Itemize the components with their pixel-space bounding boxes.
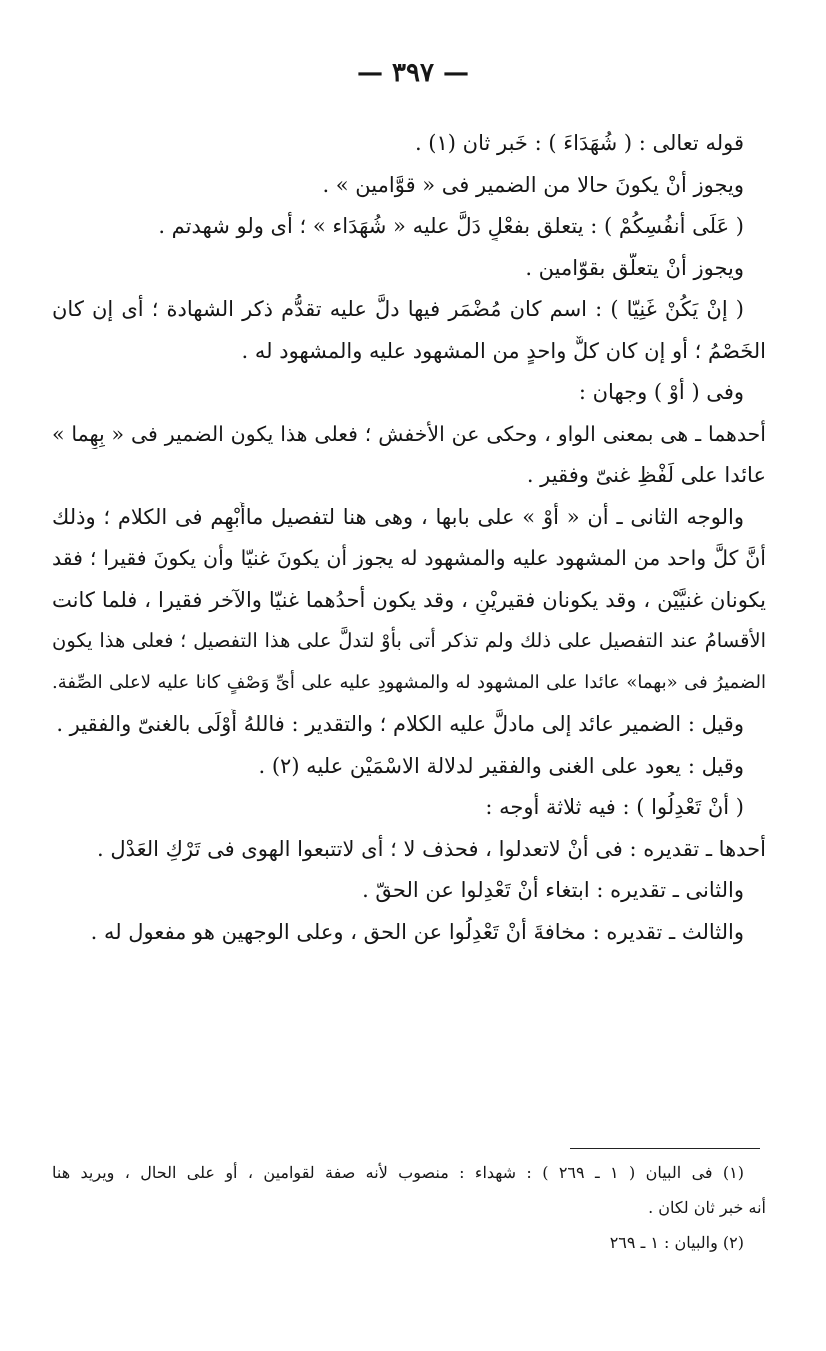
- text-line: وفى ( أوْ ) وجهان :: [578, 380, 744, 404]
- text-line: عائدا على لَفْظِ غنىّ وفقير .: [526, 463, 766, 487]
- footnote-divider: [570, 1148, 760, 1149]
- text-line: أنَّ كلَّ واحد من المشهود عليه والمشهود له يجوز أن يكونَ غنيّا وأن يكونَ فقيرا ؛ فقد: [52, 546, 766, 570]
- text-line: ( عَلَى أنفُسِكُمْ ) : يتعلق بفعْلٍ دَلَّ عليه « شُهَدَاء » ؛ أى ولو شهدتم .: [158, 214, 744, 238]
- text-line: ويجوز أنْ يتعلّق بقوّامين .: [525, 255, 744, 280]
- footnote-line: أنه خبر ثان لكان .: [648, 1198, 766, 1217]
- text-line: ( أنْ تَعْدِلُوا ) : فيه ثلاثة أوجه :: [485, 795, 744, 819]
- footnote-line: (٢) والبيان : ١ ـ ٢٦٩: [609, 1233, 744, 1252]
- text-line: ويجوز أنْ يكونَ حالا من الضمير فى « قوَّامين » .: [322, 172, 744, 197]
- text-line: وقيل : الضمير عائد إلى مادلَّ عليه الكلام ؛ والتقدير : فاللهُ أَوْلَى بالغنىّ والفقير .: [56, 712, 744, 736]
- footnotes: [52, 1160, 766, 1265]
- text-line: قوله تعالى : ( شُهَدَاءَ ) : خَبر ثان (١) .: [414, 131, 744, 155]
- text-line: الأقسامُ عند التفصيل على ذلك ولم تذكر أتى بأوْ لتدلَّ على هذا التفصيل ؛ فعلى هذا يكون: [52, 629, 766, 652]
- text-line: وقيل : يعود على الغنى والفقير لدلالة الاسْمَيْن عليه (٢) .: [258, 753, 744, 778]
- text-line: الضميرُ فى «بهما» عائدا على المشهود له والمشهودِ عليه على أىِّ وَصْفٍ كانا عليه لاعلى الصِّفة.: [52, 671, 766, 693]
- text-line: ( إنْ يَكُنْ غَنِيّا ) : اسم كان مُضْمَر فيها دلَّ عليه تقدُّم ذكر الشهادة ؛ أى إن كان: [52, 297, 744, 321]
- main-text: [52, 128, 766, 958]
- text-line: والثانى ـ تقديره : ابتغاء أنْ تَعْدِلوا عن الحقّ .: [362, 878, 744, 902]
- text-line: والثالث ـ تقديره : مخافةَ أنْ تَعْدِلُوا عن الحق ، وعلى الوجهين هو مفعول له .: [90, 919, 744, 944]
- footnote-line: (١) فى البيان ( ١ ـ ٢٦٩ ) : شهداء : منصوب لأنه صفة لقوامين ، أو على الحال ، ويريد هنا: [52, 1163, 745, 1182]
- text-line: يكونان غنيَّيْن ، وقد يكونان فقيريْنِ ، وقد يكون أحدُهما غنيّا والآخر فقيرا ، فلما كانت: [52, 587, 766, 612]
- page-number: — ٣٩٧ —: [356, 58, 470, 88]
- text-line: والوجه الثانى ـ أن « أوْ » على بابها ، وهى هنا لتفصيل ماأُبْهِم فى الكلام ؛ وذلك: [52, 504, 744, 529]
- text-line: الخَصْمُ ؛ أو إن كان كلٌّ واحدٍ من المشهود عليه والمشهود له .: [241, 338, 766, 363]
- text-line: أحدها ـ تقديره : فى أنْ لاتعدلوا ، فحذف لا ؛ أى لاتتبعوا الهوى فى تَرْكِ العَدْل .: [97, 836, 766, 861]
- text-line: أحدهما ـ هى بمعنى الواو ، وحكى عن الأخفش ؛ فعلى هذا يكون الضمير فى « بِهِما »: [52, 421, 766, 446]
